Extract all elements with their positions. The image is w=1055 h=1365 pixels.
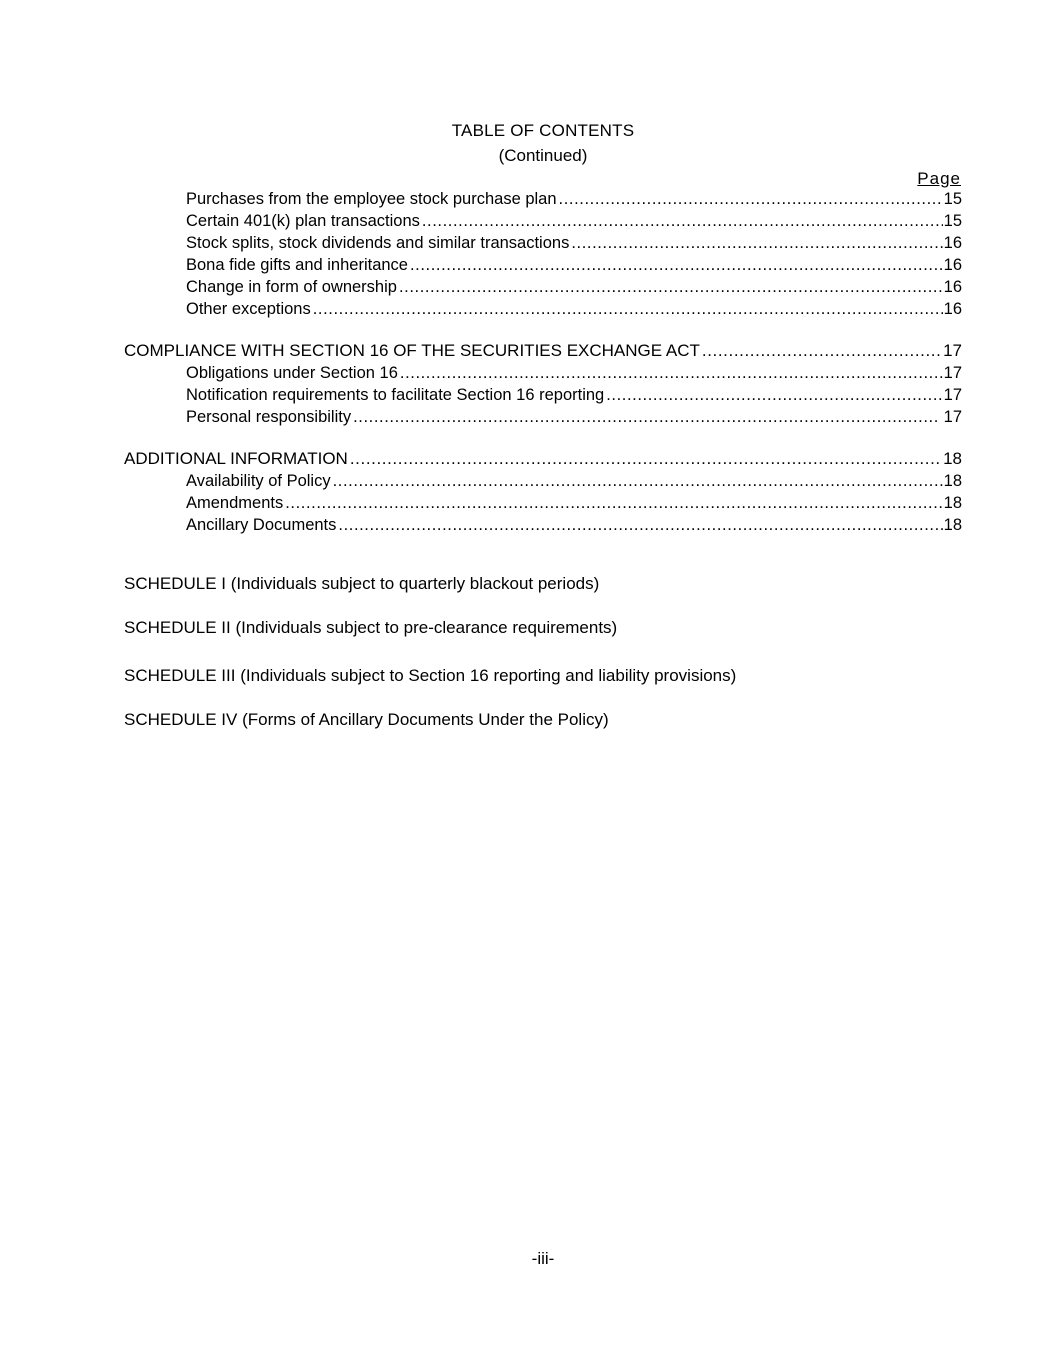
- toc-section-label: ADDITIONAL INFORMATION: [124, 449, 348, 468]
- toc-section-heading: [124, 340, 962, 362]
- toc-entry-label: Purchases from the employee stock purchase plan: [186, 190, 557, 208]
- toc-entry-page: 18: [943, 516, 962, 534]
- dot-leader: [571, 232, 942, 254]
- toc-entry-label: Obligations under Section 16: [186, 364, 398, 382]
- toc-entry-page: 18: [943, 494, 962, 512]
- toc-entry: [186, 492, 962, 514]
- toc-section-heading: [124, 448, 962, 470]
- toc-entry-page: 16: [943, 256, 962, 274]
- schedule-entry: SCHEDULE II (Individuals subject to pre-clearance requirements): [124, 618, 618, 637]
- toc-entry-label: Change in form of ownership: [186, 278, 397, 296]
- toc-entry-page: 17: [939, 408, 962, 426]
- toc-entry-label: Bona fide gifts and inheritance: [186, 256, 408, 274]
- toc-entry-page: 16: [943, 278, 962, 296]
- page-number: -iii-: [531, 1249, 555, 1268]
- toc-entry-label: Amendments: [186, 494, 284, 512]
- toc-entry-label: Certain 401(k) plan transactions: [186, 212, 420, 230]
- dot-leader: [410, 254, 943, 276]
- toc-entry-page: 18: [943, 472, 962, 490]
- dot-leader: [333, 470, 943, 492]
- toc-entry: [186, 384, 962, 406]
- page-column-label: Page: [917, 169, 961, 188]
- toc-entry: [186, 210, 962, 232]
- dot-leader: [559, 188, 943, 210]
- toc-entry-label: Availability of Policy: [186, 472, 331, 490]
- toc-entry: [186, 298, 962, 320]
- toc-entry-label: Notification requirements to facilitate Section 16 reporting: [186, 386, 605, 404]
- toc-entry: [186, 232, 962, 254]
- toc-entry-page: 17: [943, 364, 962, 382]
- dot-leader: [422, 210, 943, 232]
- toc-entry: [186, 276, 962, 298]
- toc-entry: [186, 362, 962, 384]
- dot-leader: [399, 276, 943, 298]
- schedule-entry: SCHEDULE I (Individuals subject to quarterly blackout periods): [124, 574, 600, 593]
- schedule-entry: SCHEDULE III (Individuals subject to Section 16 reporting and liability provisions): [124, 666, 737, 685]
- toc-entry-label: Personal responsibility: [186, 408, 352, 426]
- toc-section-page: 17: [943, 341, 962, 360]
- dot-leader: [338, 514, 942, 536]
- dot-leader: [606, 384, 942, 406]
- toc-entry: [186, 470, 962, 492]
- toc-entry: [186, 406, 962, 428]
- dot-leader: [353, 406, 938, 428]
- toc-entry: [186, 254, 962, 276]
- toc-entry-page: 15: [943, 212, 962, 230]
- dot-leader: [285, 492, 942, 514]
- toc-title: TABLE OF CONTENTS: [451, 121, 635, 140]
- toc-entry-page: 17: [943, 386, 962, 404]
- toc-section-page: 18: [943, 449, 962, 468]
- schedule-entry: SCHEDULE IV (Forms of Ancillary Documents Under the Policy): [124, 710, 609, 729]
- toc-entry-page: 16: [943, 234, 962, 252]
- toc-entry: [186, 514, 962, 536]
- toc-entry-label: Other exceptions: [186, 300, 311, 318]
- dot-leader: [400, 362, 943, 384]
- dot-leader: [702, 340, 942, 362]
- dot-leader: [313, 298, 943, 320]
- toc-entry: [186, 188, 962, 210]
- toc-entry-page: 16: [943, 300, 962, 318]
- toc-entry-label: Ancillary Documents: [186, 516, 337, 534]
- toc-subtitle: (Continued): [498, 146, 588, 165]
- dot-leader: [350, 448, 942, 470]
- toc-entry-page: 15: [943, 190, 962, 208]
- toc-entry-label: Stock splits, stock dividends and similar transactions: [186, 234, 570, 252]
- toc-section-label: COMPLIANCE WITH SECTION 16 OF THE SECURITIES EXCHANGE ACT: [124, 341, 700, 360]
